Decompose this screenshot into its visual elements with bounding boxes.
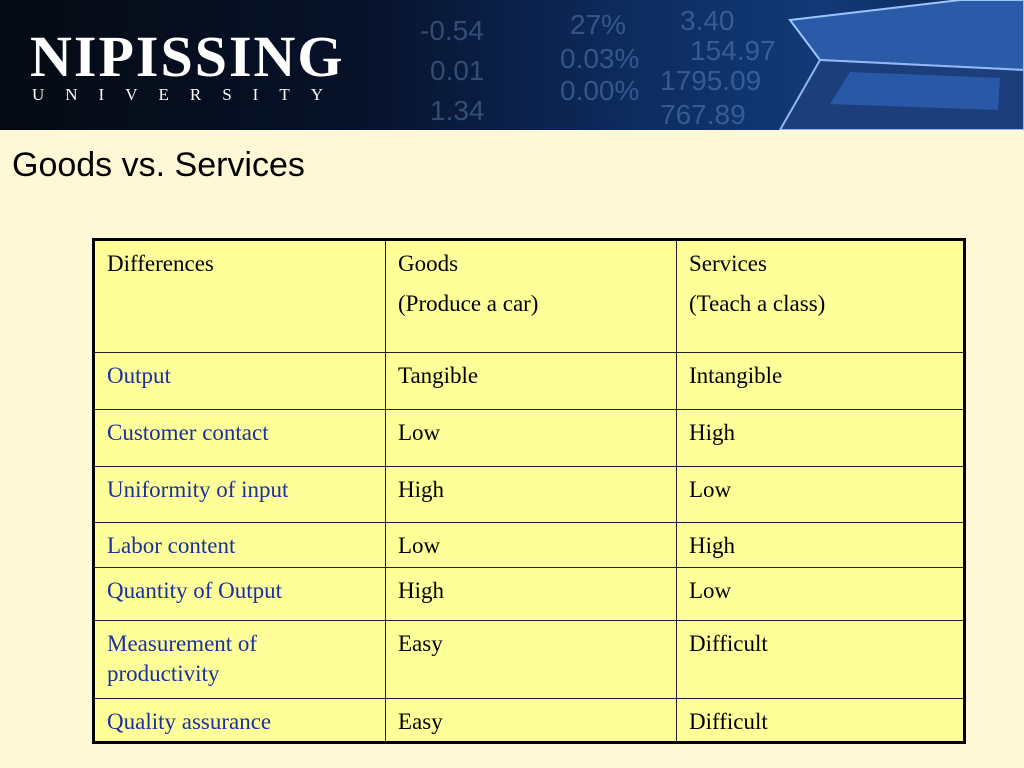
table-row (94, 621, 965, 699)
header-cell-goods: Goods (Produce a car) (386, 240, 677, 353)
services-cell: High (677, 410, 965, 467)
slide-title: Goods vs. Services (12, 146, 305, 184)
ticker-digit: 0.03% (560, 43, 640, 74)
ticker-digit: -0.54 (420, 15, 484, 46)
table-row (94, 410, 965, 467)
ticker-digit: 767.89 (660, 99, 746, 130)
services-cell: Low (677, 467, 965, 523)
services-cell: High (677, 523, 965, 568)
ticker-digit: 1795.09 (660, 65, 762, 96)
goods-cell: High (386, 568, 677, 621)
row-label: Customer contact (94, 410, 386, 467)
row-label: Labor content (94, 523, 386, 568)
services-cell: Low (677, 568, 965, 621)
university-logo-subtitle: UNIVERSITY (32, 85, 344, 104)
goods-cell: Easy (386, 621, 677, 699)
header-cell-differences: Differences (94, 240, 386, 353)
ticker-digit: 1.34 (430, 95, 485, 126)
row-label: Uniformity of input (94, 467, 386, 523)
table-row (94, 353, 965, 410)
comparison-table (92, 238, 966, 744)
ticker-digit: 0.00% (560, 75, 640, 106)
goods-cell: Tangible (386, 353, 677, 410)
table-row (94, 699, 965, 743)
services-cell: Difficult (677, 621, 965, 699)
university-logo-wordmark: NIPISSING (30, 24, 345, 89)
table-row (94, 568, 965, 621)
row-label: Quantity of Output (94, 568, 386, 621)
row-label: Output (94, 353, 386, 410)
goods-cell: High (386, 467, 677, 523)
services-cell: Difficult (677, 699, 965, 743)
row-label: Quality assurance (94, 699, 386, 743)
goods-cell: Low (386, 410, 677, 467)
table-header-row (94, 240, 965, 353)
header-cell-services: Services (Teach a class) (677, 240, 965, 353)
row-label: Measurement of productivity (94, 621, 386, 699)
ticker-digit: 3.40 (680, 5, 735, 36)
table-row (94, 467, 965, 523)
stock-ticker-background (400, 0, 800, 130)
ticker-digit: 0.01 (430, 55, 485, 86)
goods-cell: Easy (386, 699, 677, 743)
services-cell: Intangible (677, 353, 965, 410)
ticker-digit: 27% (570, 9, 627, 40)
ticker-digit: 154.97 (690, 35, 776, 66)
table-row (94, 523, 965, 568)
goods-cell: Low (386, 523, 677, 568)
header-banner (0, 0, 1024, 130)
laptop-icon (760, 0, 1024, 130)
